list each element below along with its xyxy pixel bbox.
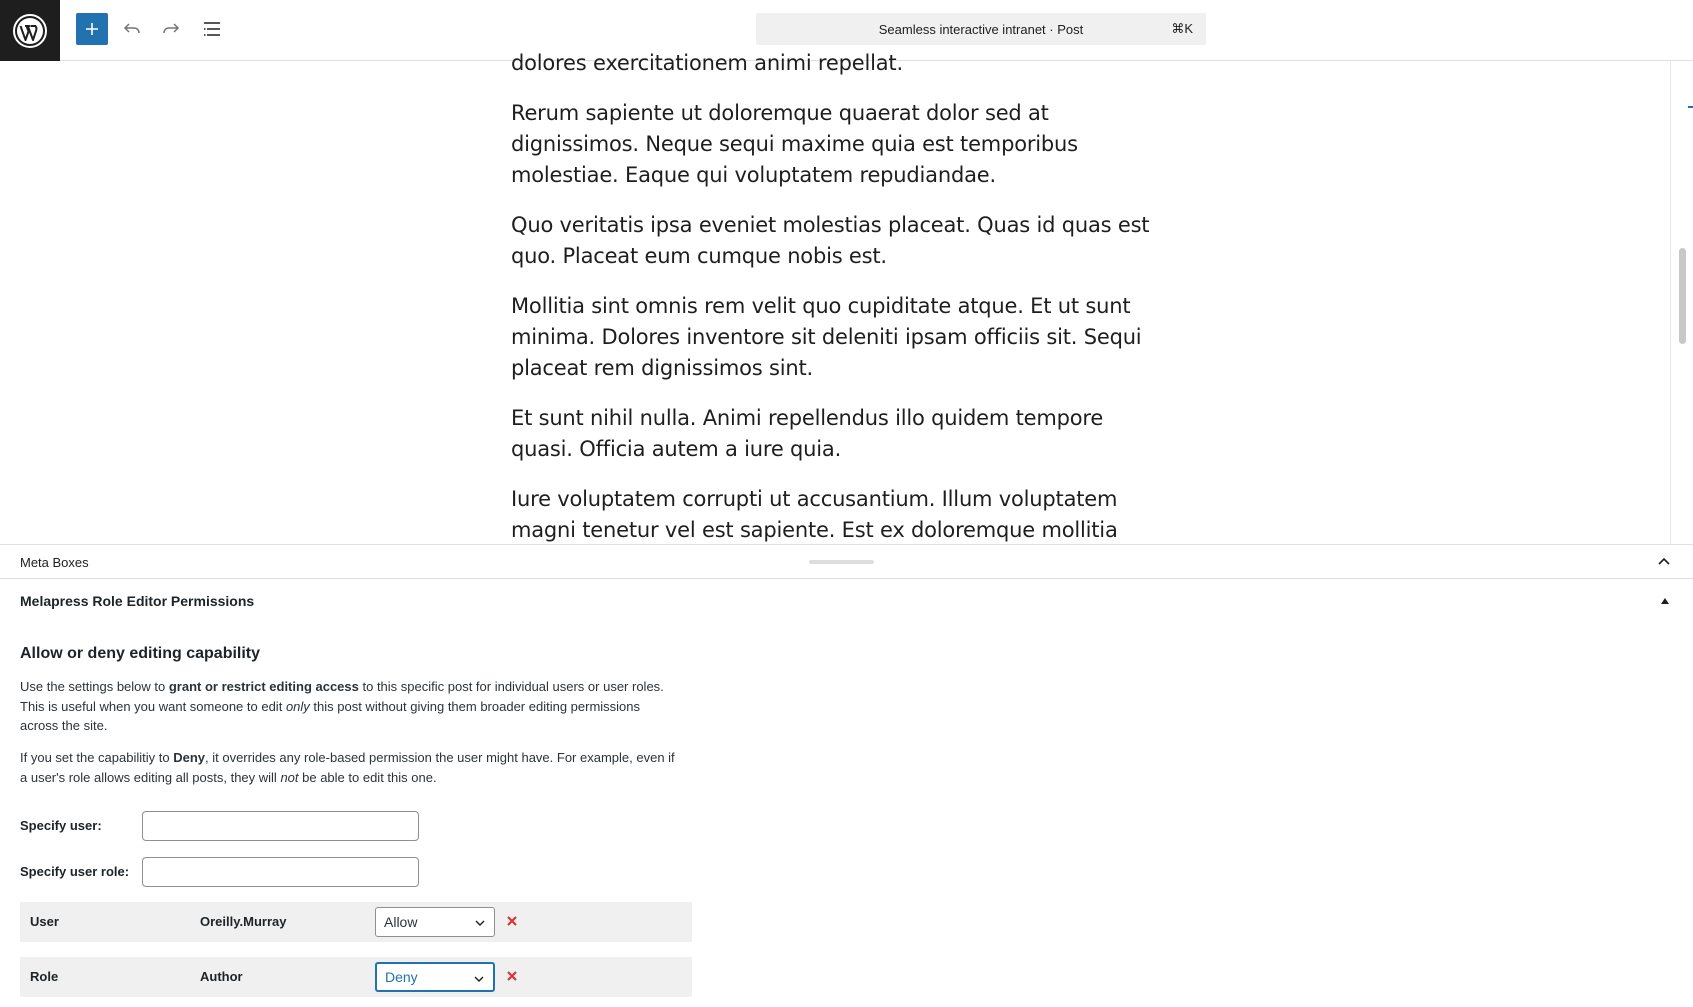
wordpress-icon: [12, 13, 48, 49]
permission-type: User: [30, 914, 59, 929]
desc-text: , it overrides any role-based permission the user might have. For example, even if a user's role allows editing all posts, they will: [20, 750, 675, 785]
desc-italic-text: only: [285, 698, 310, 714]
chevron-down-icon: [474, 917, 486, 929]
desc-text: to this specific post for individual users or user roles. This is useful when you want someone to edit: [20, 679, 664, 714]
scrollbar-thumb[interactable]: [1679, 248, 1686, 344]
editor-canvas[interactable]: [0, 51, 1670, 544]
specify-user-input[interactable]: [142, 811, 419, 841]
paragraph-block[interactable]: Et sunt nihil nulla. Animi repellendus illo quidem tempore quasi. Officia autem a iure quia.: [511, 406, 1104, 461]
undo-icon: [122, 19, 142, 39]
desc-bold-text: Deny: [173, 750, 205, 765]
document-overview-button[interactable]: [196, 13, 228, 45]
block-inserter-button[interactable]: [76, 13, 108, 45]
deny-note-paragraph: [20, 748, 680, 787]
chevron-down-icon: [473, 973, 485, 985]
paragraph-block[interactable]: Mollitia sint omnis rem velit quo cupiditate atque. Et ut sunt minima. Dolores inventore sit deleniti ipsam officiis sit. Sequi placeat rem dignissimos sint.: [511, 294, 1142, 380]
capability-select-value: Deny: [385, 969, 418, 985]
command-shortcut: ⌘K: [1171, 21, 1193, 36]
remove-permission-button[interactable]: [504, 968, 520, 984]
desc-text: be able to edit this one.: [298, 769, 437, 785]
chevron-up-icon: [1657, 555, 1671, 569]
list-view-icon: [201, 18, 223, 40]
plus-icon: [84, 21, 100, 37]
paragraph-block[interactable]: Iure voluptatem corrupti ut accusantium. Illum voluptatem magni tenetur vel est sapiente. Est ex doloremque mollitia: [511, 487, 1118, 542]
desc-italic-text: not: [280, 769, 299, 785]
specify-user-role-input[interactable]: [142, 857, 419, 887]
document-title-command-bar[interactable]: [756, 13, 1206, 45]
capability-select[interactable]: [375, 907, 495, 937]
permission-subject: Oreilly.Murray: [200, 914, 287, 929]
capability-select[interactable]: [375, 962, 495, 992]
specify-user-label: Specify user:: [20, 818, 102, 833]
scroll-indicator: [1688, 106, 1693, 108]
document-title: Seamless interactive intranet · Post: [878, 21, 1084, 37]
permission-subject: Author: [200, 969, 243, 984]
triangle-up-icon: [1660, 597, 1670, 605]
permission-row: [20, 902, 692, 942]
desc-text: this post without giving them broader editing permissions across the site.: [20, 698, 641, 733]
meta-box-toggle-button[interactable]: [1659, 595, 1671, 607]
post-content: [511, 48, 1151, 596]
editor-scrollbar[interactable]: [1670, 62, 1693, 544]
permission-type: Role: [30, 969, 59, 984]
redo-icon: [161, 19, 181, 39]
desc-text: If you set the capabilitiy to: [20, 750, 174, 765]
meta-box-title[interactable]: Melapress Role Editor Permissions: [20, 593, 255, 609]
paragraph-block[interactable]: Quo veritatis ipsa eveniet molestias placeat. Quas id quas est quo. Placeat eum cumque nobis est.: [511, 213, 1150, 268]
meta-boxes-resize-handle[interactable]: [809, 560, 874, 564]
remove-permission-button[interactable]: [504, 913, 520, 929]
paragraph-block[interactable]: dolores exercitationem animi repellat.: [511, 51, 903, 75]
meta-boxes-label: Meta Boxes: [20, 555, 89, 570]
desc-text: Use the settings below to: [20, 679, 169, 694]
meta-boxes-collapse-button[interactable]: [1655, 553, 1673, 571]
meta-boxes-header: [0, 544, 1693, 579]
permission-row: [20, 957, 692, 997]
desc-bold-text: grant or restrict editing access: [168, 679, 359, 694]
redo-button[interactable]: [155, 13, 187, 45]
close-icon: [506, 970, 518, 982]
section-heading: Allow or deny editing capability: [20, 645, 261, 662]
capability-select-value: Allow: [384, 914, 418, 930]
undo-button[interactable]: [116, 13, 148, 45]
description-paragraph: [20, 677, 680, 736]
wordpress-logo-button[interactable]: [0, 0, 60, 61]
paragraph-block[interactable]: Rerum sapiente ut doloremque quaerat dolor sed at dignissimos. Neque sequi maxime quia est temporibus molestiae. Eaque qui voluptatem repudiandae.: [511, 101, 1078, 187]
close-icon: [506, 915, 518, 927]
specify-user-role-label: Specify user role:: [20, 864, 130, 879]
